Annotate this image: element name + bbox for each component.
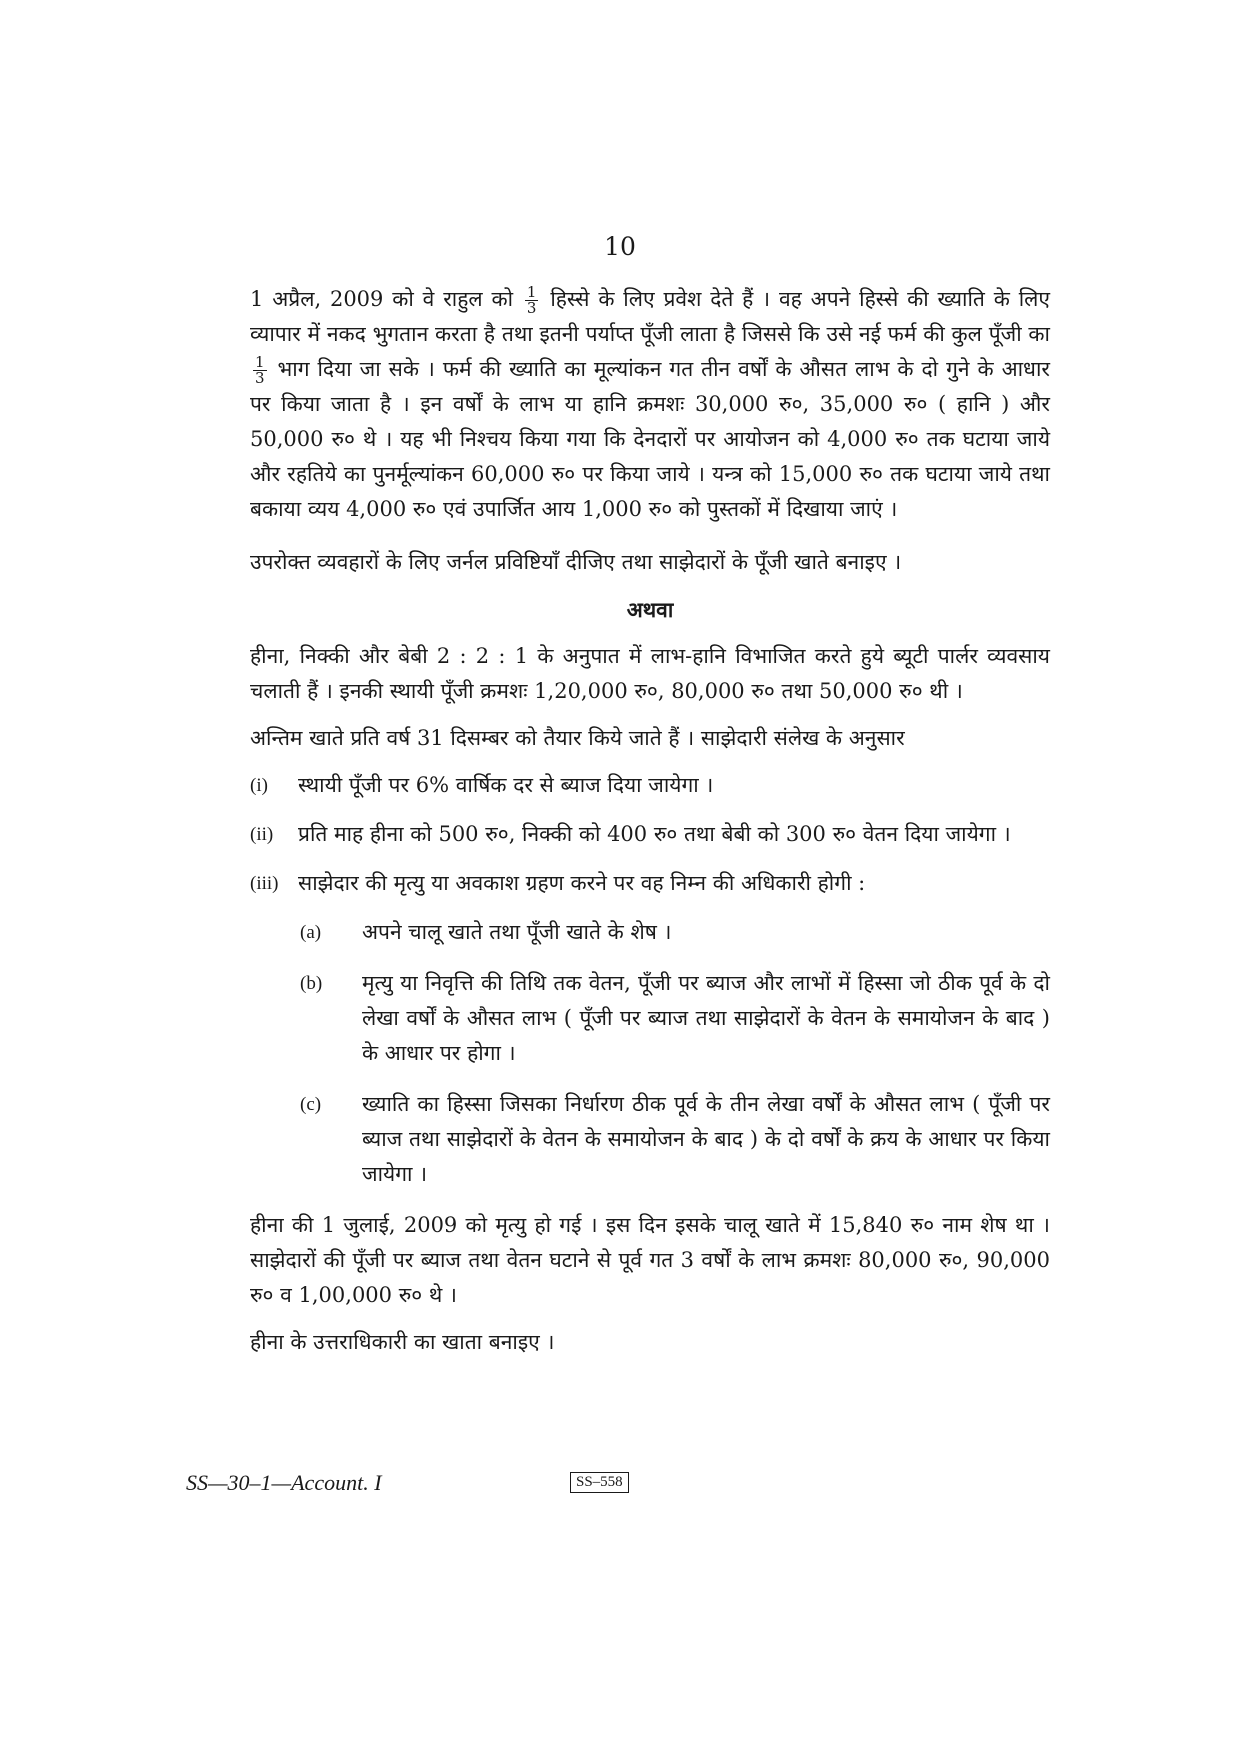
list-marker: (i) bbox=[250, 775, 268, 796]
list-marker: (iii) bbox=[250, 873, 279, 894]
sub-list-item bbox=[300, 915, 1050, 950]
question-paragraph-2: हीना, निक्की और बेबी 2 : 2 : 1 के अनुपात में लाभ-हानि विभाजित करते हुये ब्यूटी पार्लर व्यवसाय चलाती हैं । इनकी स्थायी पूँजी क्रमशः 1,20,000 रु०, 80,000 रु० तथा 50,000 रु० थी । bbox=[250, 644, 1050, 703]
paper-code: SS—30–1—Account. I bbox=[186, 1470, 382, 1495]
fraction-denominator: 3 bbox=[255, 369, 265, 387]
page-number: 10 bbox=[604, 232, 636, 261]
list-item-text: प्रति माह हीना को 500 रु०, निक्की को 400 रु० तथा बेबी को 300 रु० वेतन दिया जायेगा । bbox=[298, 822, 1011, 846]
sub-list-item-text: ख्याति का हिस्सा जिसका निर्धारण ठीक पूर्व के तीन लेखा वर्षों के औसत लाभ ( पूँजी पर ब्याज तथा साझेदारों के वेतन के समायोजन के बाद ) के दो वर्षों के क्रय के आधार पर किया जायेगा । bbox=[362, 1092, 1050, 1186]
fraction-numerator: 1 bbox=[526, 283, 537, 301]
sub-list-marker: (b) bbox=[300, 973, 323, 994]
sub-list-item bbox=[300, 1087, 1050, 1192]
fraction-numerator: 1 bbox=[255, 353, 265, 371]
fraction-denominator: 3 bbox=[526, 299, 537, 317]
list-item-text: साझेदार की मृत्यु या अवकाश ग्रहण करने पर वह निम्न की अधिकारी होगी : bbox=[298, 871, 866, 895]
para1-rest: भाग दिया जा सके । फर्म की ख्याति का मूल्यांकन गत तीन वर्षों के औसत लाभ के दो गुने के आधार पर किया जाता है । इन वर्षों के लाभ या हानि क्रमशः 30,000 रु०, 35,000 रु० ( हानि ) और 50,000 रु० थे । यह भी निश्चय किया गया कि देनदारों पर आयोजन को 4,000 रु० तक घटाया जाये और रहतिये का पुनर्मूल्यांकन 60,000 रु० पर किया जाये । यन्त्र को 15,000 रु० तक घटाया जाये तथा बकाया व्यय 4,000 रु० एवं उपार्जित आय 1,000 रु० को पुस्तकों में दिखाया जाएं । bbox=[250, 357, 1050, 521]
question-paragraph-3: अन्तिम खाते प्रति वर्ष 31 दिसम्बर को तैयार किये जाते हैं । साझेदारी संलेख के अनुसार bbox=[250, 726, 905, 750]
paper-serial-box: SS–558 bbox=[570, 1472, 629, 1493]
list-marker: (ii) bbox=[250, 824, 274, 845]
or-heading: अथवा bbox=[626, 597, 674, 622]
question-paragraph-4: हीना की 1 जुलाई, 2009 को मृत्यु हो गई । इस दिन इसके चालू खाते में 15,840 रु० नाम शेष था । साझेदारों की पूँजी पर ब्याज तथा वेतन घटाने से पूर्व गत 3 वर्षों के लाभ क्रमशः 80,000 रु०, 90,000 रु० व 1,00,000 रु० थे । bbox=[250, 1213, 1050, 1307]
list-item bbox=[250, 768, 1050, 803]
list-item bbox=[250, 866, 1050, 901]
instruction-paragraph: उपरोक्त व्यवहारों के लिए जर्नल प्रविष्टियाँ दीजिए तथा साझेदारों के पूँजी खाते बनाइए । bbox=[250, 550, 902, 574]
fraction-one-third-b bbox=[253, 355, 267, 386]
sub-list-item bbox=[300, 966, 1050, 1071]
page-content bbox=[250, 282, 1050, 1372]
sub-list-item-text: अपने चालू खाते तथा पूँजी खाते के शेष । bbox=[362, 920, 672, 944]
sub-list-item-text: मृत्यु या निवृत्ति की तिथि तक वेतन, पूँजी पर ब्याज और लाभों में हिस्सा जो ठीक पूर्व के दो लेखा वर्षों के औसत लाभ ( पूँजी पर ब्याज तथा साझेदारों के वेतन के समायोजन के बाद ) के आधार पर होगा । bbox=[362, 971, 1050, 1065]
para1-lead: 1 अप्रैल, 2009 को वे राहुल को bbox=[250, 287, 514, 311]
question-paragraph-1 bbox=[250, 282, 1050, 527]
fraction-one-third-a bbox=[525, 285, 539, 316]
question-paragraph-5: हीना के उत्तराधिकारी का खाता बनाइए । bbox=[250, 1330, 555, 1354]
para1-mid: हिस्से के लिए प्रवेश देते हैं । वह अपने हिस्से की ख्याति के लिए व्यापार में नकद भुगतान करता है तथा इतनी पर्याप्त पूँजी लाता है जिससे कि उसे नई फर्म की कुल पूँजी का bbox=[250, 287, 1050, 346]
list-item bbox=[250, 817, 1050, 852]
sub-list-marker: (a) bbox=[300, 922, 322, 943]
sub-list-marker: (c) bbox=[300, 1094, 322, 1115]
list-item-text: स्थायी पूँजी पर 6% वार्षिक दर से ब्याज दिया जायेगा । bbox=[298, 773, 714, 797]
